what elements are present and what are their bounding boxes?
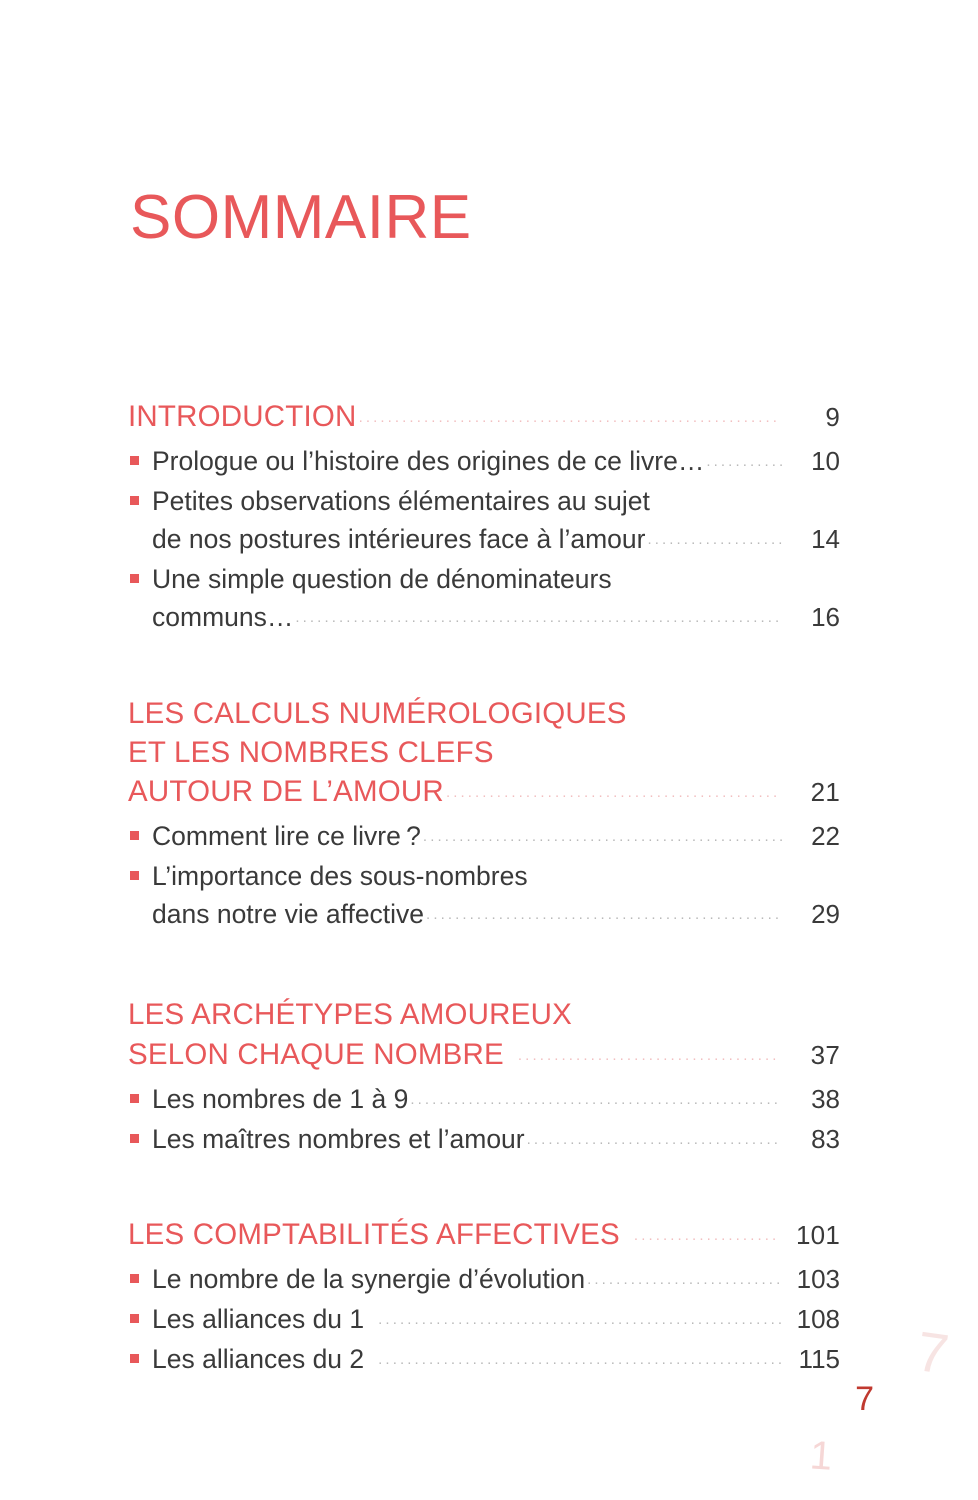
page-title: SOMMAIRE: [130, 182, 472, 252]
list-item-row: [152, 598, 840, 636]
list-item-row: [152, 1080, 840, 1118]
list-item[interactable]: [128, 442, 840, 480]
section-items: [128, 442, 840, 636]
list-item-page-number: 10: [811, 445, 840, 476]
list-item-row: [152, 895, 840, 933]
leader-dots: [634, 1215, 776, 1245]
list-item[interactable]: [128, 857, 840, 933]
list-item-text: [152, 857, 840, 933]
leader-dots: [527, 1121, 782, 1148]
leader-dots: [359, 396, 776, 426]
list-item-text: [152, 1300, 840, 1338]
list-item-page-number: 108: [796, 1304, 840, 1334]
section-page-number: 21: [810, 777, 840, 807]
list-item-row: [152, 520, 840, 558]
list-item-row: [152, 442, 840, 480]
leader-dots: [378, 1302, 782, 1329]
bullet-square-icon: [130, 1094, 139, 1103]
section-heading-label: INTRODUCTION: [128, 399, 357, 433]
decorative-seven-glyph: 7: [912, 1319, 953, 1386]
list-item-label: Le nombre de la synergie d’évolution: [152, 1264, 586, 1294]
section-heading-row: [128, 396, 840, 436]
section-heading: [128, 1215, 840, 1255]
section-items: [128, 1260, 840, 1378]
list-item-text: [152, 482, 840, 558]
list-item-label: Comment lire ce livre ?: [152, 821, 421, 851]
leader-dots: [446, 772, 776, 802]
list-item-page-number: 38: [811, 1083, 840, 1114]
leader-dots: [410, 1081, 782, 1108]
list-item-page-number: 16: [811, 601, 840, 632]
section-heading-line1: LES CALCULS NUMÉROLOGIQUES: [128, 696, 627, 730]
section-heading-line3: AUTOUR DE L’AMOUR: [128, 775, 444, 808]
list-item-text: [152, 1120, 840, 1158]
table-of-contents: [128, 396, 840, 1380]
list-item-text: [152, 442, 840, 480]
list-item-text: [152, 1340, 840, 1378]
section-heading: [128, 396, 840, 436]
list-item-page-number: 22: [811, 821, 840, 851]
section-heading-line1: LES ARCHÉTYPES AMOUREUX: [128, 998, 572, 1031]
leader-dots: [518, 1034, 776, 1064]
bullet-square-icon: [130, 1274, 139, 1283]
bullet-square-icon: [130, 496, 139, 505]
list-item[interactable]: [128, 1340, 840, 1378]
list-item-label-line1: Une simple question de dénominateurs: [152, 563, 612, 594]
folio-page-number: 7: [855, 1380, 874, 1418]
section-heading-line2: ET LES NOMBRES CLEFS: [128, 735, 494, 769]
toc-section-comptabilites-affectives: [128, 1215, 840, 1379]
section-items: [128, 1080, 840, 1158]
list-item-page-number: 14: [811, 523, 840, 554]
leader-dots: [647, 521, 782, 548]
section-heading-row: [128, 772, 840, 812]
section-page-number: 37: [810, 1039, 840, 1070]
decorative-one-glyph: 1: [808, 1433, 834, 1479]
list-item-text: [152, 1080, 840, 1118]
list-item-label: Les maîtres nombres et l’amour: [152, 1123, 525, 1154]
leader-dots: [295, 599, 782, 626]
list-item-text: [152, 1260, 840, 1298]
list-item-label-line1: L’importance des sous-nombres: [152, 861, 528, 891]
list-item-label-line2: dans notre vie affective: [152, 899, 425, 929]
bullet-square-icon: [130, 574, 139, 583]
bullet-square-icon: [130, 871, 139, 880]
bullet-square-icon: [130, 1314, 139, 1323]
list-item[interactable]: [128, 560, 840, 636]
toc-section-introduction: [128, 396, 840, 636]
section-heading: [128, 694, 840, 812]
list-item-row: [152, 817, 840, 855]
list-item[interactable]: [128, 817, 840, 855]
list-item-label: Les nombres de 1 à 9: [152, 1083, 409, 1114]
bullet-square-icon: [130, 831, 139, 840]
list-item-row: [152, 1300, 840, 1338]
section-heading-row: [128, 1034, 840, 1074]
leader-dots: [706, 443, 782, 470]
list-item-label-line2: de nos postures intérieures face à l’amour: [152, 523, 646, 554]
section-heading: [128, 995, 840, 1074]
section-heading-row: [128, 1215, 840, 1255]
section-items: [128, 817, 840, 933]
list-item-row: [152, 1120, 840, 1158]
list-item[interactable]: [128, 1300, 840, 1338]
leader-dots: [587, 1262, 782, 1289]
list-item-label: Les alliances du 2: [152, 1344, 365, 1374]
list-item-page-number: 115: [798, 1344, 840, 1374]
leader-dots: [423, 819, 782, 846]
bullet-square-icon: [130, 456, 139, 465]
section-page-number: 9: [825, 401, 840, 432]
list-item-label: Les alliances du 1: [152, 1304, 365, 1334]
section-heading-line2: SELON CHAQUE NOMBRE: [128, 1037, 504, 1071]
list-item-text: [152, 817, 840, 855]
section-heading-label: LES COMPTABILITÉS AFFECTIVES: [128, 1218, 620, 1251]
leader-dots: [378, 1342, 782, 1369]
bullet-square-icon: [130, 1134, 139, 1143]
list-item-text: [152, 560, 840, 636]
section-page-number: 101: [796, 1220, 840, 1250]
bullet-square-icon: [130, 1354, 139, 1363]
list-item-label-line1: Petites observations élémentaires au sujet: [152, 485, 650, 516]
list-item[interactable]: [128, 482, 840, 558]
list-item-page-number: 83: [811, 1123, 840, 1154]
list-item-row: [152, 1340, 840, 1378]
list-item[interactable]: [128, 1080, 840, 1118]
list-item-label-line2: communs…: [152, 601, 294, 632]
leader-dots: [426, 897, 782, 924]
toc-section-archetypes-amoureux: [128, 995, 840, 1158]
list-item-label: Prologue ou l’histoire des origines de ce livre…: [152, 445, 705, 476]
toc-section-calculs-numerologiques: [128, 694, 840, 934]
list-item[interactable]: [128, 1120, 840, 1158]
list-item-page-number: 103: [796, 1264, 840, 1294]
list-item[interactable]: [128, 1260, 840, 1298]
list-item-page-number: 29: [811, 899, 840, 929]
list-item-row: [152, 1260, 840, 1298]
